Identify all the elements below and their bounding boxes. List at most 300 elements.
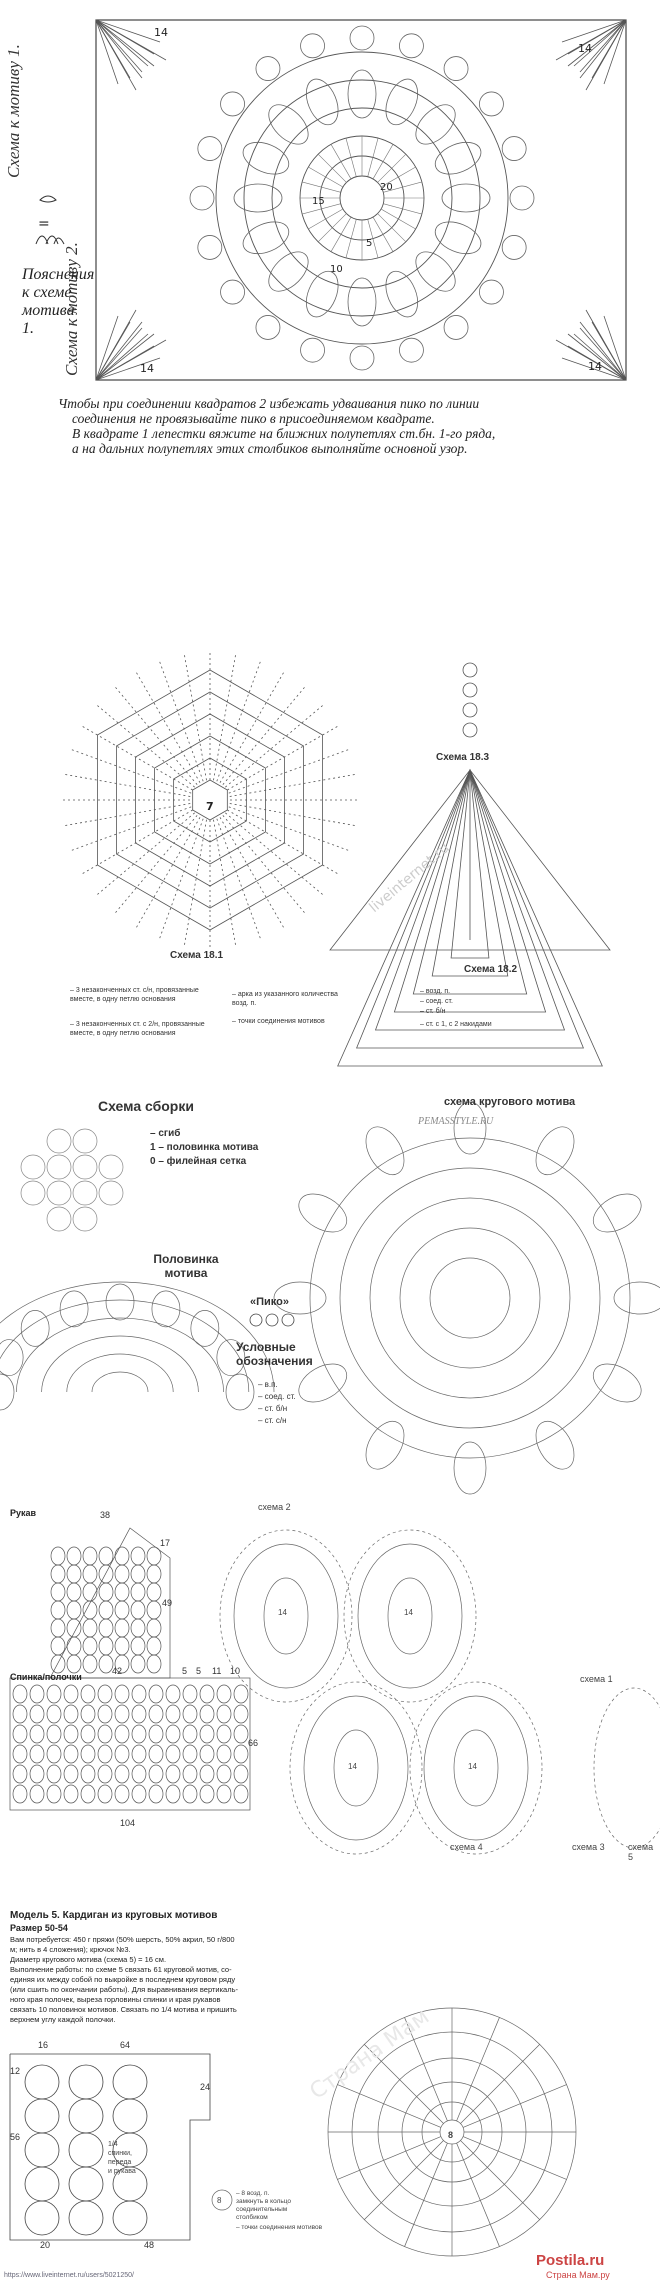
outer-loop	[479, 92, 503, 116]
hexagon-spoke	[229, 749, 351, 793]
note-line: В квадрате 1 лепестки вяжите на ближних полупетлях ст.бн. 1-го ряда,	[72, 426, 496, 441]
page-footer	[0, 2252, 660, 2286]
oval-number: 14	[404, 1608, 413, 1617]
back-cell	[47, 1705, 61, 1723]
back-cell	[200, 1785, 214, 1803]
back-cell	[115, 1785, 129, 1803]
hexagon-spoke	[135, 670, 200, 783]
outer-loop	[221, 280, 245, 304]
left-label-motif-2: Схема к мотиву 2.	[62, 242, 81, 376]
paragraph-line: Вам потребуется: 450 г пряжи (50% шерсть, 50% акрил, 50 г/800	[10, 1935, 235, 1944]
sleeve-cell	[51, 1637, 65, 1655]
section-square-motif	[0, 0, 660, 456]
paragraph-line: Диаметр кругового мотива (схема 5) = 16 см.	[10, 1955, 167, 1964]
pattern-dim: 12	[10, 2066, 21, 2076]
back-cell	[81, 1685, 95, 1703]
legend-mid-2: – точки соединения мотивов	[232, 1018, 325, 1025]
back-cell	[13, 1705, 27, 1723]
back-cell	[13, 1725, 27, 1743]
back-cell	[149, 1725, 163, 1743]
half-motif-arc	[92, 1372, 148, 1392]
pattern-label-line: переда	[108, 2159, 132, 2166]
pattern-dim: 56	[10, 2132, 21, 2142]
petal	[348, 278, 376, 326]
round-motif-ring	[430, 1258, 510, 1338]
corner-number-tl: 14	[154, 26, 168, 39]
sleeve-cell	[131, 1547, 145, 1565]
sleeve-cell	[115, 1583, 129, 1601]
motif5-spoke	[364, 2140, 443, 2219]
pattern-dim: 64	[120, 2040, 131, 2050]
source-url[interactable]: https://www.liveinternet.ru/users/5021250/	[4, 2272, 134, 2279]
legend-mid-1: – арка из указанного количества возд. п.	[232, 991, 338, 1007]
assembly-cell	[47, 1129, 71, 1153]
corner-fan-line	[568, 20, 626, 66]
assembly-cell	[47, 1155, 71, 1179]
sleeve-cell	[131, 1601, 145, 1619]
stitch-spoke	[331, 217, 351, 252]
stitch-spoke	[373, 144, 393, 179]
back-cell	[166, 1765, 180, 1783]
outer-loop	[256, 315, 280, 339]
hexagon-spoke	[220, 817, 285, 930]
round-motif-ring	[310, 1138, 630, 1458]
sleeve-cell	[83, 1565, 97, 1583]
assembly-title: Схема сборки	[98, 1098, 194, 1114]
back-cell	[98, 1685, 112, 1703]
scheme-18-3-motif	[463, 683, 477, 697]
outer-loop	[350, 26, 374, 50]
scheme-3-label: схема 3	[572, 1842, 605, 1852]
pattern-dim: 16	[38, 2040, 49, 2050]
paragraph-line: м; нить в 4 сложения); крючок №3.	[10, 1945, 131, 1954]
sleeve-cell	[67, 1637, 81, 1655]
sleeve-cell	[147, 1565, 161, 1583]
sleeve-cell	[99, 1565, 113, 1583]
back-cell	[149, 1705, 163, 1723]
pattern-label-line: спинки,	[108, 2150, 132, 2157]
back-cell	[234, 1745, 248, 1763]
hexagon-spoke	[220, 670, 285, 783]
pattern-circle	[25, 2167, 59, 2201]
sleeve-dim-width: 38	[100, 1510, 111, 1520]
picot-symbol	[250, 1314, 262, 1326]
sleeve-cell	[99, 1601, 113, 1619]
motif-ring	[272, 108, 452, 288]
back-cell	[47, 1725, 61, 1743]
paragraph-line: (или сшить по окончании работы). Для выравнивания вертикаль-	[10, 1985, 238, 1994]
hexagon-spoke	[69, 749, 191, 793]
back-cell	[217, 1745, 231, 1763]
hexagon-spoke	[135, 817, 200, 930]
pattern-circle	[69, 2201, 103, 2235]
legend-line: замкнуть в кольцо	[236, 2198, 292, 2205]
back-cell	[47, 1745, 61, 1763]
sleeve-cell	[51, 1583, 65, 1601]
hexagon-spoke	[114, 815, 198, 915]
back-cell	[217, 1685, 231, 1703]
assembly-cell	[73, 1181, 97, 1205]
sleeve-cell	[147, 1601, 161, 1619]
back-cell	[98, 1705, 112, 1723]
sleeve-cell	[99, 1619, 113, 1637]
back-cell	[200, 1725, 214, 1743]
back-cell	[30, 1705, 44, 1723]
hexagon-spoke	[229, 807, 351, 851]
back-dim: 5	[196, 1666, 202, 1676]
stitch-spoke	[381, 209, 416, 229]
scheme-1-label: схема 1	[580, 1674, 613, 1684]
hexagon-spoke	[95, 704, 195, 788]
outer-loop	[502, 137, 526, 161]
assembly-cell	[47, 1181, 71, 1205]
back-cell	[183, 1685, 197, 1703]
outer-loop	[399, 34, 423, 58]
petal	[442, 184, 490, 212]
hexagon-spoke	[223, 815, 307, 915]
sleeve-cell	[147, 1637, 161, 1655]
legend-title: Пояснения к схеме мотива 1.	[22, 266, 95, 337]
back-cell	[98, 1745, 112, 1763]
motif-ring	[244, 80, 480, 316]
hexagon-spoke	[225, 813, 325, 897]
back-cell	[132, 1685, 146, 1703]
sleeve-cell	[147, 1583, 161, 1601]
back-dim: 10	[230, 1666, 241, 1676]
sleeve-cell	[131, 1565, 145, 1583]
round-motif-ring	[340, 1168, 600, 1428]
round-motif-fan	[358, 1415, 412, 1476]
sleeve-cell	[115, 1619, 129, 1637]
scheme-18-3-label: Схема 18.3	[436, 752, 490, 763]
round-motif-fan	[528, 1415, 582, 1476]
back-cell	[132, 1745, 146, 1763]
square-motif-diagram	[0, 0, 660, 440]
corner-number-br: 14	[588, 360, 602, 373]
stitch-spoke	[368, 138, 378, 177]
back-cell	[183, 1705, 197, 1723]
round-motif-title: схема кругового мотива	[444, 1096, 576, 1108]
back-outline	[10, 1678, 250, 1810]
back-cell	[13, 1685, 27, 1703]
sleeve-cell	[51, 1547, 65, 1565]
oval-partial	[594, 1688, 660, 1848]
paragraph-line: Выполнение работы: по схеме 5 связать 61 круговой мотив, со-	[10, 1965, 232, 1974]
back-cell	[217, 1725, 231, 1743]
legend-line: соединительным	[236, 2206, 288, 2213]
sleeve-cell	[67, 1619, 81, 1637]
legend-symbol-icon	[30, 190, 70, 260]
legend-ring-number: 8	[217, 2196, 222, 2205]
pattern-circle	[69, 2065, 103, 2099]
back-cell	[234, 1705, 248, 1723]
back-cell	[47, 1685, 61, 1703]
assembly-cell	[99, 1155, 123, 1179]
sleeve-cell	[51, 1601, 65, 1619]
back-cell	[98, 1765, 112, 1783]
section1-note	[58, 396, 658, 456]
picot-title: «Пико»	[250, 1296, 289, 1308]
petal	[234, 184, 282, 212]
outer-loop	[444, 57, 468, 81]
paragraph-line: ного края полочек, выреза горловины спинки и края рукавов	[10, 1995, 221, 2004]
motif-ring	[340, 176, 384, 220]
stitch-spoke	[318, 214, 346, 242]
corner-fan-line	[96, 322, 142, 380]
back-cell	[200, 1685, 214, 1703]
outer-loop	[510, 186, 534, 210]
back-cell	[47, 1765, 61, 1783]
stitch-number: 15	[312, 196, 325, 207]
back-cell	[64, 1725, 78, 1743]
model5-legend	[236, 2190, 322, 2232]
outer-loop	[221, 92, 245, 116]
back-cell	[132, 1725, 146, 1743]
half-motif-title: Половинка мотива	[153, 1252, 219, 1280]
outer-loop	[198, 235, 222, 259]
back-cell	[183, 1765, 197, 1783]
sleeve-cell	[83, 1637, 97, 1655]
back-cell	[30, 1685, 44, 1703]
back-cell	[234, 1685, 248, 1703]
sleeve-cell	[99, 1583, 113, 1601]
legend-right-4: – ст. с 1, с 2 накидами	[420, 1021, 492, 1028]
round-motif-fan	[358, 1120, 412, 1181]
pattern-circle	[25, 2099, 59, 2133]
back-cell	[217, 1785, 231, 1803]
legend-right-1: – возд. п.	[420, 988, 451, 995]
outer-loop	[198, 137, 222, 161]
back-cell	[132, 1705, 146, 1723]
outer-loop	[399, 338, 423, 362]
corner-fan-line	[96, 20, 142, 78]
legend-left-2: – 3 незаконченных ст. с 2/н, провязанные вместе, в одну петлю основания	[70, 1021, 205, 1037]
back-cell	[115, 1745, 129, 1763]
section-3	[0, 1088, 660, 1488]
hexagon-spoke	[223, 685, 307, 785]
back-cell	[166, 1745, 180, 1763]
corner-fan-line	[568, 334, 626, 380]
back-dim: 5	[182, 1666, 188, 1676]
model5-watermark: Страна Мам	[305, 2004, 435, 2105]
model5-size: Размер 50-54	[10, 1923, 68, 1933]
postila-brand-sub: Страна Мам.ру	[546, 2270, 610, 2280]
back-cell	[98, 1725, 112, 1743]
assembly-legend-fold: – сгиб	[150, 1128, 181, 1139]
left-label-motif-1: Схема к мотиву 1.	[4, 44, 23, 178]
back-cell	[149, 1745, 163, 1763]
sleeve-cell	[51, 1565, 65, 1583]
corner-number-bl: 14	[140, 362, 154, 375]
assembly-and-round-motif-diagram	[0, 1088, 660, 1488]
sleeve-cell	[67, 1655, 81, 1673]
stitch-number: 10	[330, 264, 343, 275]
round-motif-watermark: PEMASSTYLE.RU	[418, 1116, 494, 1127]
stitch-spoke	[331, 144, 351, 179]
back-cell	[30, 1745, 44, 1763]
back-dim: 42	[112, 1666, 123, 1676]
round-motif-fan	[528, 1120, 582, 1181]
stitch-spoke	[378, 154, 406, 182]
corner-number-tr: 14	[578, 42, 592, 55]
assembly-cell	[21, 1155, 45, 1179]
half-motif-petal	[106, 1284, 134, 1320]
assembly-cell	[99, 1181, 123, 1205]
legend-line: столбиком	[236, 2214, 268, 2221]
back-dim: 104	[120, 1818, 136, 1828]
pattern-circle	[113, 2065, 147, 2099]
back-cell	[183, 1745, 197, 1763]
legend-line: – точки соединения мотивов	[236, 2224, 323, 2231]
hexagon-spoke	[225, 704, 325, 788]
pattern-label	[108, 2140, 136, 2176]
back-cell	[132, 1765, 146, 1783]
pattern-circle	[69, 2167, 103, 2201]
back-cell	[183, 1785, 197, 1803]
legend-right-2: – соед. ст.	[420, 998, 453, 1005]
legend-equals: =	[38, 216, 50, 232]
half-motif-arc	[67, 1354, 173, 1392]
back-cell	[30, 1725, 44, 1743]
back-cell	[64, 1765, 78, 1783]
paragraph-line: связать 10 половинок мотивов. Связать по 1/4 мотива и пришить	[10, 2005, 237, 2014]
back-cell	[200, 1745, 214, 1763]
back-cell	[81, 1785, 95, 1803]
stitch-spoke	[318, 154, 346, 182]
sleeve-cell	[67, 1547, 81, 1565]
outer-loop	[444, 315, 468, 339]
scheme-2-label: схема 2	[258, 1502, 291, 1512]
pattern-circle	[69, 2099, 103, 2133]
half-motif-petal	[21, 1310, 49, 1346]
corner-fan-line	[96, 20, 154, 66]
section-5	[0, 1892, 660, 2268]
back-cell	[64, 1685, 78, 1703]
sleeve-cell	[115, 1601, 129, 1619]
note-line: соединения не провязывайте пико в присоединяемом квадрате.	[72, 411, 435, 426]
symbols-title: Условные обозначения	[236, 1340, 313, 1368]
oval-number: 14	[348, 1762, 357, 1771]
round-motif-fan	[454, 1102, 486, 1154]
sleeve-label: Рукав	[10, 1508, 37, 1518]
scheme-4-label: схема 4	[450, 1842, 483, 1852]
pattern-circle	[113, 2201, 147, 2235]
postila-brand[interactable]: Postila.ru	[536, 2252, 605, 2269]
back-cell	[81, 1765, 95, 1783]
back-cell	[166, 1685, 180, 1703]
pattern-dim: 20	[40, 2240, 51, 2250]
back-cell	[149, 1765, 163, 1783]
sleeve-cell	[115, 1547, 129, 1565]
pattern-circle	[69, 2133, 103, 2167]
assembly-cell	[73, 1155, 97, 1179]
symbol-chain: – в.п.	[258, 1380, 278, 1389]
round-motif-fan	[454, 1442, 486, 1494]
sleeve-cell	[67, 1583, 81, 1601]
sleeve-cell	[131, 1637, 145, 1655]
sleeve-cell	[51, 1619, 65, 1637]
sleeve-cell	[147, 1547, 161, 1565]
stitch-spoke	[346, 138, 356, 177]
symbol-sc: – ст. б/н	[258, 1404, 288, 1413]
half-motif-petal	[0, 1340, 23, 1376]
back-cell	[132, 1785, 146, 1803]
scheme-18-3-motif	[463, 723, 477, 737]
outer-loop	[479, 280, 503, 304]
motif-center-number: 8	[448, 2130, 454, 2140]
sleeve-cell	[67, 1601, 81, 1619]
petal	[348, 70, 376, 118]
back-cell	[217, 1705, 231, 1723]
outer-loop	[190, 186, 214, 210]
scheme-18-3-motif	[463, 703, 477, 717]
half-motif-petal	[191, 1310, 219, 1346]
pattern-dim: 24	[200, 2082, 211, 2092]
outer-loop	[256, 57, 280, 81]
stitch-number: 20	[380, 182, 393, 193]
stitch-spoke	[378, 214, 406, 242]
round-motif-fan	[587, 1356, 648, 1410]
back-cell	[183, 1725, 197, 1743]
sleeve-cell	[99, 1637, 113, 1655]
back-label: Спинка/полочки	[10, 1672, 82, 1682]
sleeve-dim-length: 49	[162, 1598, 173, 1608]
stitch-spoke	[302, 182, 341, 192]
back-cell	[13, 1745, 27, 1763]
sleeve-cell	[67, 1565, 81, 1583]
back-cell	[234, 1765, 248, 1783]
back-cell	[234, 1725, 248, 1743]
assembly-cell	[47, 1207, 71, 1231]
round-motif-fan	[292, 1186, 353, 1240]
back-cell	[81, 1705, 95, 1723]
sleeve-cell	[147, 1655, 161, 1673]
outer-loop	[502, 235, 526, 259]
symbol-slip: – соед. ст.	[258, 1392, 296, 1401]
hex-watermark: liveinternet.ru	[366, 840, 453, 916]
back-cell	[98, 1785, 112, 1803]
back-cell	[13, 1765, 27, 1783]
back-cell	[115, 1725, 129, 1743]
picot-symbol	[266, 1314, 278, 1326]
sleeve-cell	[115, 1565, 129, 1583]
legend-line: – 8 возд. п.	[236, 2190, 270, 2197]
section-4	[0, 1498, 660, 1888]
stitch-spoke	[346, 219, 356, 258]
pattern-dim: 48	[144, 2240, 155, 2250]
back-cell	[115, 1765, 129, 1783]
back-cell	[64, 1745, 78, 1763]
back-cell	[47, 1785, 61, 1803]
assembly-legend-half: 1 – половинка мотива	[150, 1142, 259, 1153]
back-cell	[115, 1705, 129, 1723]
pattern-circle	[25, 2201, 59, 2235]
note-line: а на дальних полупетлях этих столбиков выполняйте основной узор.	[72, 441, 468, 456]
section-2	[0, 640, 660, 1072]
back-cell	[166, 1705, 180, 1723]
oval-number: 14	[468, 1762, 477, 1771]
paragraph-line: единяя их между собой по выкройке в последнем круговом ряду	[10, 1975, 236, 1984]
legend-right-3: – ст. б/н	[420, 1008, 446, 1015]
paragraph-line: верхнем углу каждой полочки.	[10, 2015, 116, 2024]
sleeve-cell	[83, 1655, 97, 1673]
pattern-circle	[113, 2099, 147, 2133]
round-motif-fan	[614, 1282, 660, 1314]
hexagon-spoke	[69, 807, 191, 851]
scheme-18-3-motif	[463, 663, 477, 677]
legend-ring-symbol	[212, 2190, 232, 2210]
back-cell	[149, 1785, 163, 1803]
